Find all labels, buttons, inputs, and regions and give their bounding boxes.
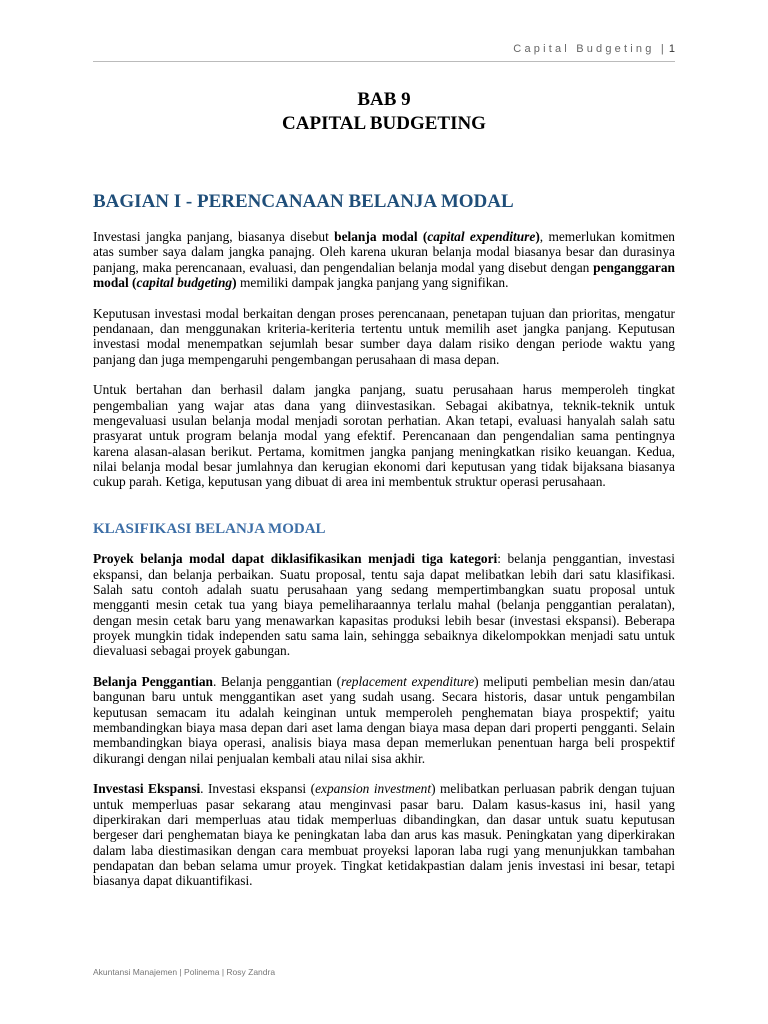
bold-lead: Proyek belanja modal dapat diklasifikasikan menjadi tiga kategori	[93, 551, 498, 567]
paragraph-intro	[93, 229, 675, 290]
bold-term: penganggaran modal (	[93, 259, 675, 290]
bold-term: belanja modal (	[334, 229, 428, 244]
chapter-label: BAB 9	[357, 89, 411, 110]
italic-term: replacement expenditure	[341, 674, 475, 690]
paragraph-classification	[93, 551, 675, 658]
document-body	[93, 88, 675, 888]
text-run: ) melibatkan perluasan pabrik dengan tujuan untuk memperluas pasar sekarang atau menginvasi pasar baru. Dalam kasus-kasus ini, hasil yang diperkirakan dari memperluas atau tidak memperluas dibandingkan, dan dasar untuk suatu keputusan bergeser dari penghematan biaya ke peningkatan laba dan arus kas masuk. Peningkatan yang diperkirakan dalam laba diestimasikan dengan cara membuat proyeksi laporan laba rugi yang menunjukkan tambahan pendapatan dan beban selama umur proyek. Tingkat ketidakpastian dalam jenis investasi ini besar, tetapi biasanya dapat dikuantifikasi.	[93, 781, 675, 889]
page-footer: Akuntansi Manajemen | Polinema | Rosy Zandra	[93, 967, 276, 977]
header-separator: |	[660, 43, 667, 55]
bold-term: )	[232, 274, 237, 290]
text-run: Investasi jangka panjang, biasanya disebut	[93, 229, 335, 244]
paragraph-expansion	[93, 781, 675, 888]
text-run: . Investasi ekspansi (	[200, 781, 316, 797]
italic-term: capital budgeting	[136, 274, 233, 290]
chapter-title: CAPITAL BUDGETING	[282, 113, 486, 134]
paragraph-planning-control: Untuk bertahan dan berhasil dalam jangka panjang, suatu perusahaan harus memperoleh tingkat pengembalian yang wajar atas dana yang diinvestasikan. Sebagai akibatnya, teknik-teknik untuk mengevaluasi usulan belanja modal menjadi sorotan perhatian. Akan tetapi, evaluasi hanyalah salah satu prasyarat untuk program belanja modal yang efektif. Perencanaan dan pengendalian sama pentingnya karena alasan-alasan berikut. Pertama, komitmen jangka panjang meningkatkan risiko keuangan. Kedua, nilai belanja modal besar jumlahnya dan kerugian ekonomi dari keputusan yang tidak bijaksana biasanya cukup parah. Ketiga, keputusan yang dibuat di area ini membentuk struktur operasi perusahaan.	[93, 382, 675, 490]
running-header	[513, 43, 675, 55]
header-divider	[93, 61, 675, 62]
text-run: . Belanja penggantian (	[212, 674, 342, 690]
bold-lead: Investasi Ekspansi	[93, 781, 201, 797]
italic-term: capital expenditure	[427, 229, 536, 244]
section-heading-classification: KLASIFIKASI BELANJA MODAL	[93, 521, 326, 538]
running-title: Capital Budgeting	[513, 43, 655, 55]
italic-term: expansion investment	[315, 781, 432, 797]
text-run: : belanja penggantian, investasi ekspansi, dan belanja perbaikan. Suatu proposal, tentu saja dapat melibatkan lebih dari satu klasifikasi. Salah satu contoh adalah suatu perusahaan yang sedang mempertimbangkan suatu proposal untuk mengganti mesin cetak tua yang biaya pemeliharaannya terlalu mahal (belanja penggantian peralatan), dengan mesin cetak baru yang menawarkan kapasitas produksi lebih besar (investasi ekspansi). Beberapa proyek mungkin tidak independen satu sama lain, sehingga sebaiknya dikelompokkan menjadi satu untuk dievaluasi sebagai proyek gabungan.	[93, 551, 675, 659]
text-run: , memerlukan komitmen atas sumber saya dalam jangka panajng. Oleh karena ukuran belanja modal biasanya besar dan durasinya panjang, maka perencanaan, evaluasi, dan pengendalian belanja modal yang disebut dengan	[93, 229, 675, 275]
bold-term: )	[535, 229, 540, 244]
bold-lead: Belanja Penggantian	[93, 674, 213, 690]
text-run: ) meliputi pembelian mesin dan/atau bangunan baru untuk menggantikan aset yang sudah usang. Secara historis, dasar untuk pengambilan keputusan semacam itu adalah keinginan untuk memperoleh penghematan biaya prospektif; yaitu membandingkan biaya masa depan dari aset lama dengan biaya masa depan dari properti pengganti. Selain membandingkan biaya operasi, analisis biaya masa depan memerlukan penentuan harga beli prospektif dikurangi dengan nilai penjualan kembali atau nilai sisa akhir.	[93, 674, 675, 766]
page-number: 1	[668, 43, 675, 55]
paragraph-investment-decision: Keputusan investasi modal berkaitan dengan proses perencanaan, penetapan tujuan dan prioritas, mengatur pendanaan, dan menggunakan kriteria-keriteria tertentu untuk memilih aset jangka panjang. Keputusan investasi modal menempatkan sejumlah besar sumber daya dalam risiko dengan periode waktu yang panjang dan juga mempengaruhi pengembangan perusahaan di masa depan.	[93, 305, 675, 367]
paragraph-replacement	[93, 674, 675, 766]
section-heading-part-1: BAGIAN I - PERENCANAAN BELANJA MODAL	[93, 191, 514, 212]
text-run: memiliki dampak jangka panjang yang signifikan.	[236, 274, 509, 290]
